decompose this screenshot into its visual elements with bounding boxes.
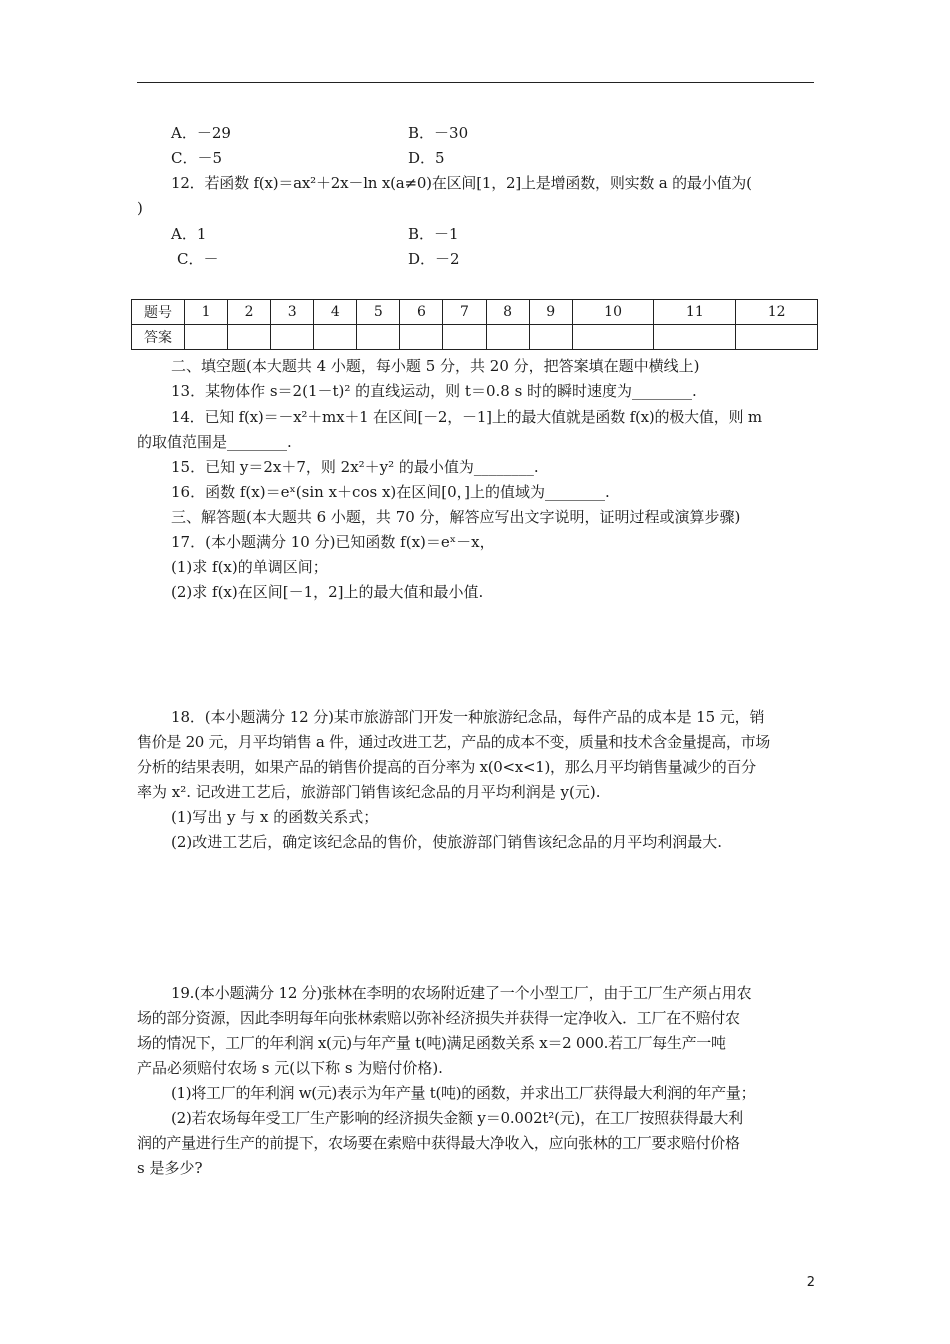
answer-table (131, 299, 818, 350)
answer-cell (572, 325, 654, 350)
answer-cell (486, 325, 529, 350)
table-cell-number: 5 (357, 300, 400, 325)
q19-part2: (2)若农场每年受工厂生产影响的经济损失金额 y＝0.002t²(元)，在工厂按照获得最大利 (171, 1109, 743, 1127)
q19-part1: (1)将工厂的年利润 w(元)表示为年产量 t(吨)的函数，并求出工厂获得最大利润的年产量； (171, 1084, 756, 1102)
table-cell-number: 12 (736, 300, 818, 325)
q19-line4: 产品必须赔付农场 s 元(以下称 s 为赔付价格). (137, 1059, 443, 1077)
q12-stem: 12．若函数 f(x)＝ax²＋2x－ln x(a≠0)在区间[1，2]上是增函数，则实数 a 的最小值为( (171, 174, 752, 192)
answer-cell (228, 325, 271, 350)
q17-part1: (1)求 f(x)的单调区间； (171, 558, 328, 576)
q18-line3: 分析的结果表明，如果产品的销售价提高的百分率为 x(0<x<1)，那么月平均销售量减少的百分 (137, 758, 756, 776)
q11-option-b: B．－30 (408, 124, 469, 142)
q19-part2-end: s 是多少? (137, 1159, 203, 1177)
table-cell-number: 9 (529, 300, 572, 325)
q11-option-c: C．－5 (171, 149, 223, 167)
q18-line2: 售价是 20 元，月平均销售 a 件，通过改进工艺，产品的成本不变，质量和技术含金量提高，市场 (137, 733, 771, 751)
table-cell-number: 2 (228, 300, 271, 325)
q17-part2: (2)求 f(x)在区间[－1，2]上的最大值和最小值. (171, 583, 484, 601)
table-cell-number: 1 (185, 300, 228, 325)
answer-table-number-row (132, 300, 818, 325)
answer-cell (529, 325, 572, 350)
q18-line1: 18．(本小题满分 12 分)某市旅游部门开发一种旅游纪念品，每件产品的成本是 15 元，销 (171, 708, 765, 726)
section3-title: 三、解答题(本大题共 6 小题，共 70 分，解答应写出文字说明，证明过程或演算步骤) (171, 508, 741, 526)
q17-stem: 17．(本小题满分 10 分)已知函数 f(x)＝eˣ－x， (171, 533, 495, 551)
answer-cell (314, 325, 357, 350)
q11-option-d: D．5 (408, 149, 445, 167)
table-cell-number: 8 (486, 300, 529, 325)
table-cell-number: 3 (271, 300, 314, 325)
answer-cell (185, 325, 228, 350)
answer-cell (443, 325, 486, 350)
table-header-number: 题号 (132, 300, 185, 325)
answer-cell (400, 325, 443, 350)
q11-option-a: A．－29 (171, 124, 231, 142)
q14: 14．已知 f(x)＝－x²＋mx＋1 在区间[－2，－1]上的最大值就是函数 f(x)的极大值，则 m (171, 408, 762, 426)
q16: 16．函数 f(x)＝eˣ(sin x＋cos x)在区间[0，]上的值域为________. (171, 483, 610, 501)
header-rule (137, 82, 814, 83)
section2-title: 二、填空题(本大题共 4 小题，每小题 5 分，共 20 分，把答案填在题中横线上) (171, 357, 700, 375)
answer-cell (357, 325, 400, 350)
q15: 15．已知 y＝2x＋7，则 2x²＋y² 的最小值为________. (171, 458, 539, 476)
page-number: 2 (806, 1275, 815, 1290)
q12-option-b: B．－1 (408, 225, 459, 243)
table-cell-number: 7 (443, 300, 486, 325)
q18-part2: (2)改进工艺后，确定该纪念品的售价，使旅游部门销售该纪念品的月平均利润最大. (171, 833, 723, 851)
table-header-answer: 答案 (132, 325, 185, 350)
q12-option-d: D．－2 (408, 250, 460, 268)
answer-cell (271, 325, 314, 350)
q19-line1: 19.(本小题满分 12 分)张林在李明的农场附近建了一个小型工厂，由于工厂生产须占用农 (171, 984, 752, 1002)
q18-line4: 率为 x². 记改进工艺后，旅游部门销售该纪念品的月平均利润是 y(元). (137, 783, 601, 801)
answer-table-answer-row (132, 325, 818, 350)
table-cell-number: 6 (400, 300, 443, 325)
table-cell-number: 4 (314, 300, 357, 325)
answer-cell (654, 325, 736, 350)
q12-stem-cont: ) (137, 199, 143, 217)
answer-cell (736, 325, 818, 350)
q14-cont: 的取值范围是________. (137, 433, 292, 451)
q19-line3: 场的情况下，工厂的年利润 x(元)与年产量 t(吨)满足函数关系 x＝2 000.若工厂每生产一吨 (137, 1034, 726, 1052)
q12-option-a: A．1 (171, 225, 207, 243)
table-cell-number: 11 (654, 300, 736, 325)
q18-part1: (1)写出 y 与 x 的函数关系式； (171, 808, 379, 826)
q13: 13．某物体作 s＝2(1－t)² 的直线运动，则 t＝0.8 s 时的瞬时速度为________. (171, 382, 697, 400)
q12-option-c: C．－ (177, 250, 219, 268)
table-cell-number: 10 (572, 300, 654, 325)
q19-part2-cont: 润的产量进行生产的前提下，农场要在索赔中获得最大净收入，应向张林的工厂要求赔付价格 (137, 1134, 740, 1152)
q19-line2: 场的部分资源，因此李明每年向张林索赔以弥补经济损失并获得一定净收入．工厂在不赔付农 (137, 1009, 740, 1027)
